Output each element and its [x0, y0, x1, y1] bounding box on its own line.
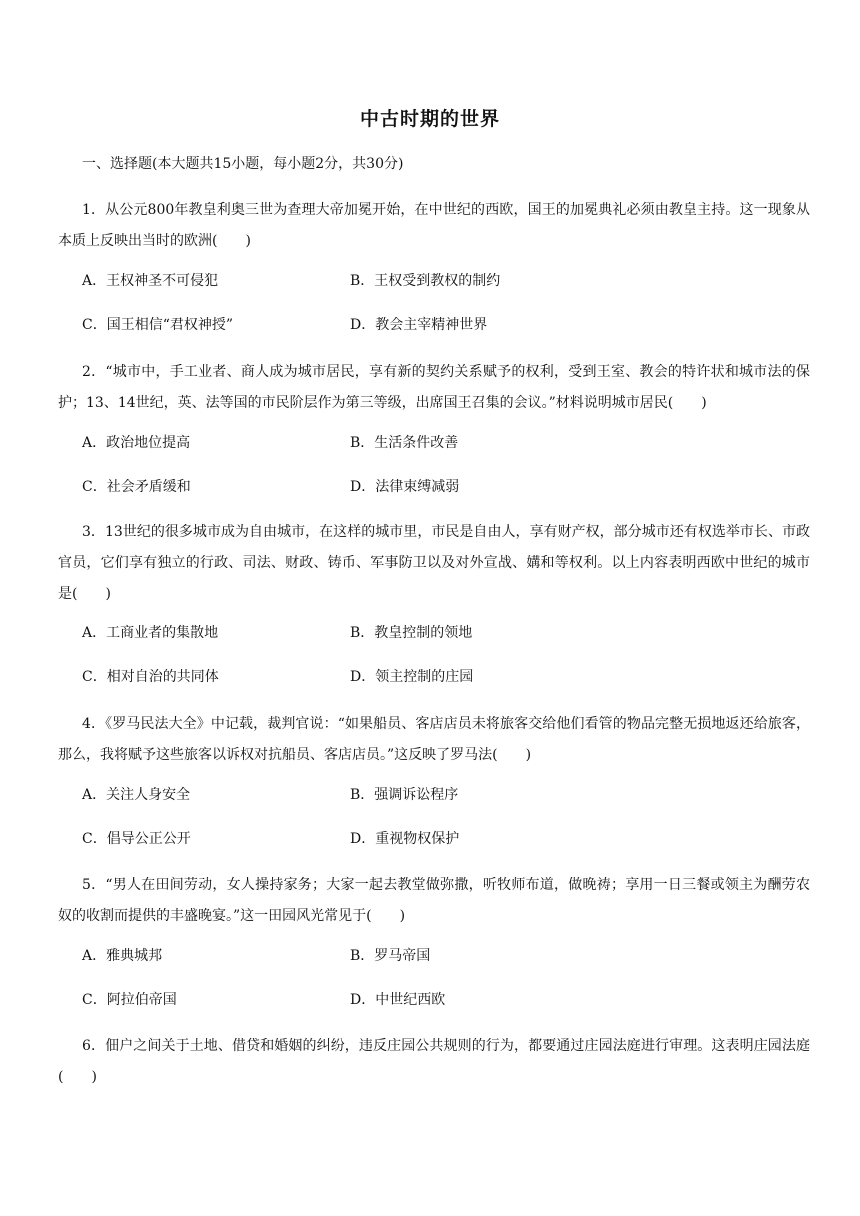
- question-stem: 2．“城市中，手工业者、商人成为城市居民，享有新的契约关系赋予的权利，受到王室、教会的特许状和城市法的保护；13、14世纪，英、法等国的市民阶层作为第三等级，出席国王召集的会议。”材料说明城市居民( ): [58, 364, 810, 411]
- option-a: A．关注人身安全: [82, 787, 191, 803]
- option-b: B．罗马帝国: [350, 948, 431, 964]
- option-d: D．法律束缚减弱: [350, 479, 460, 495]
- option-d: D．教会主宰精神世界: [350, 317, 488, 333]
- option-c: C．倡导公正公开: [82, 831, 191, 847]
- question-4: [58, 709, 810, 771]
- option-c: C．国王相信“君权神授”: [82, 317, 234, 333]
- question-6: [58, 1031, 810, 1093]
- question-3: [58, 517, 810, 610]
- option-a: A．工商业者的集散地: [82, 625, 219, 641]
- option-c: C．阿拉伯帝国: [82, 992, 177, 1008]
- question-1: [58, 195, 810, 257]
- option-d: D．中世纪西欧: [350, 992, 446, 1008]
- option-b: B．生活条件改善: [350, 435, 459, 451]
- option-a: A．政治地位提高: [82, 435, 191, 451]
- option-d: D．重视物权保护: [350, 831, 460, 847]
- question-stem: 5．“男人在田间劳动，女人操持家务；大家一起去教堂做弥撒，听牧师布道，做晚祷；享用一日三餐或领主为酬劳农奴的收割而提供的丰盛晚宴。”这一田园风光常见于( ): [58, 877, 810, 924]
- question-stem: 4．《罗马民法大全》中记载，裁判官说：“如果船员、客店店员未将旅客交给他们看管的物品完整无损地返还给旅客，那么，我将赋予这些旅客以诉权对抗船员、客店店员。”这反映了罗马法( ): [58, 716, 810, 763]
- option-c: C．社会矛盾缓和: [82, 479, 191, 495]
- option-d: D．领主控制的庄园: [350, 669, 474, 685]
- question-stem: 6．佃户之间关于土地、借贷和婚姻的纠纷，违反庄园公共规则的行为，都要通过庄园法庭进行审理。这表明庄园法庭( ): [58, 1038, 810, 1085]
- document-title: 中古时期的世界: [359, 108, 500, 130]
- section-heading: 一、选择题(本大题共15小题，每小题2分，共30分): [82, 156, 404, 172]
- question-5: [58, 870, 810, 932]
- option-a: A．王权神圣不可侵犯: [82, 273, 219, 289]
- option-c: C．相对自治的共同体: [82, 669, 219, 685]
- option-b: B．教皇控制的领地: [350, 625, 473, 641]
- question-2: [58, 357, 810, 419]
- option-a: A．雅典城邦: [82, 948, 163, 964]
- question-stem: 1．从公元800年教皇利奥三世为查理大帝加冕开始，在中世纪的西欧，国王的加冕典礼必须由教皇主持。这一现象从本质上反映出当时的欧洲( ): [58, 202, 810, 249]
- option-b: B．强调诉讼程序: [350, 787, 459, 803]
- option-b: B．王权受到教权的制约: [350, 273, 501, 289]
- question-stem: 3．13世纪的很多城市成为自由城市，在这样的城市里，市民是自由人，享有财产权，部分城市还有权选举市长、市政官员，它们享有独立的行政、司法、财政、铸币、军事防卫以及对外宣战、媾和等权利。以上内容表明西欧中世纪的城市是( ): [58, 524, 810, 602]
